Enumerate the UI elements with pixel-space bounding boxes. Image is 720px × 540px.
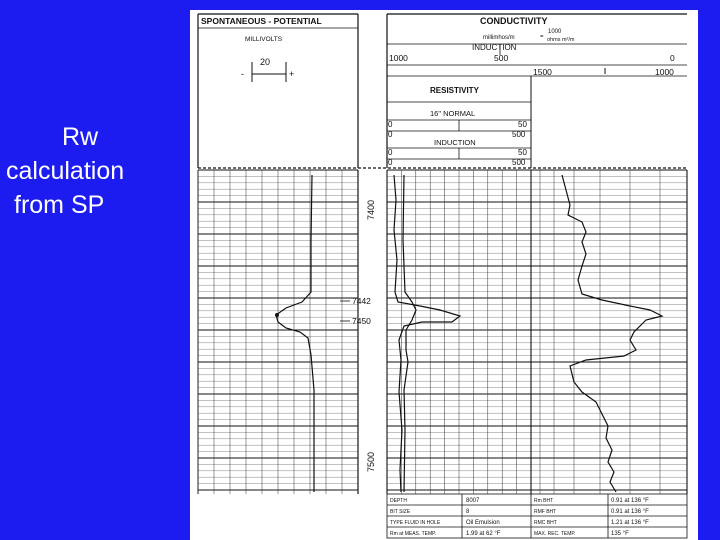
footer-k2-0: Rm BHT [534, 498, 554, 504]
conductivity-units: millimhos/m [483, 35, 515, 41]
conductivity-curve [562, 175, 662, 492]
depth-marker-lines [340, 301, 350, 321]
footer-k2-1: RMF BHT [534, 509, 557, 515]
footer-v1-1: 8 [466, 509, 470, 515]
footer-k1-0: DEPTH [390, 498, 407, 504]
title-line-1: Rw [62, 123, 99, 151]
res-row4-left: 0 [388, 158, 393, 167]
sp-title: SPONTANEOUS - POTENTIAL [201, 16, 322, 26]
res-row1-left: 0 [388, 120, 393, 129]
res-row2-right: 500 [512, 130, 526, 139]
well-log-image [190, 10, 698, 540]
normal-curve [394, 175, 460, 492]
footer-v1-3: 1.99 at 62 °F [466, 531, 501, 537]
res-row4-right: 500 [512, 158, 526, 167]
conductivity-title: CONDUCTIVITY [480, 16, 548, 26]
depth-7500: 7500 [366, 451, 376, 473]
footer-v2-0: 0.91 at 136 °F [611, 498, 649, 504]
footer-text [390, 498, 649, 537]
sp-units: MILLIVOLTS [245, 36, 283, 43]
title-line-2: calculation [6, 157, 125, 185]
footer-v2-2: 1.21 at 136 °F [611, 520, 649, 526]
log-curves [276, 175, 662, 492]
well-log-svg [190, 10, 698, 540]
sp-curve [276, 175, 314, 492]
depth-7442: 7442 [352, 296, 371, 306]
footer-k2-3: MAX. REC. TEMP. [534, 531, 576, 537]
footer-k1-3: Rm at MEAS. TEMP. [390, 531, 437, 537]
sp-deflection-marker [275, 313, 279, 317]
res-row3-left: 0 [388, 148, 393, 157]
resistivity-title: RESISTIVITY [430, 86, 479, 95]
depth-7400: 7400 [366, 199, 376, 221]
cond-scale2-left: 1500 [533, 67, 552, 77]
title-line-3: from SP [14, 191, 105, 219]
res-row1-right: 50 [518, 120, 527, 129]
sp-plus: + [289, 69, 295, 79]
resistivity-normal-label: 16" NORMAL [430, 109, 476, 118]
conductivity-equals: = [540, 34, 544, 40]
conductivity-conv-top: 1000 [548, 29, 562, 35]
induction-resistivity-curve [403, 175, 416, 492]
cond-scale2-right: 1000 [655, 67, 674, 77]
slide-title [0, 120, 195, 222]
footer-v2-1: 0.91 at 136 °F [611, 509, 649, 515]
sp-minus: - [241, 69, 244, 79]
cond-scale1-mid: 500 [494, 53, 509, 63]
res-row3-right: 50 [518, 148, 527, 157]
cond-scale1-left: 1000 [389, 53, 408, 63]
res-row2-left: 0 [388, 130, 393, 139]
resistivity-induction-label: INDUCTION [434, 138, 476, 147]
footer-k2-2: RMC BHT [534, 520, 557, 526]
footer-v1-0: 8007 [466, 498, 480, 504]
depth-7450: 7450 [352, 316, 371, 326]
footer-k1-1: BIT SIZE [390, 509, 411, 515]
cond-scale1-right: 0 [670, 53, 675, 63]
sp-scale-value: 20 [260, 57, 271, 67]
conductivity-conv-bottom: ohms m²/m [547, 37, 575, 43]
footer-v1-2: Oil Emulsion [466, 520, 500, 526]
conductivity-induction-label: INDUCTION [472, 43, 517, 52]
footer-k1-2: TYPE FLUID IN HOLE [390, 520, 441, 526]
log-grid [198, 170, 687, 494]
footer-v2-3: 135 °F [611, 531, 629, 537]
